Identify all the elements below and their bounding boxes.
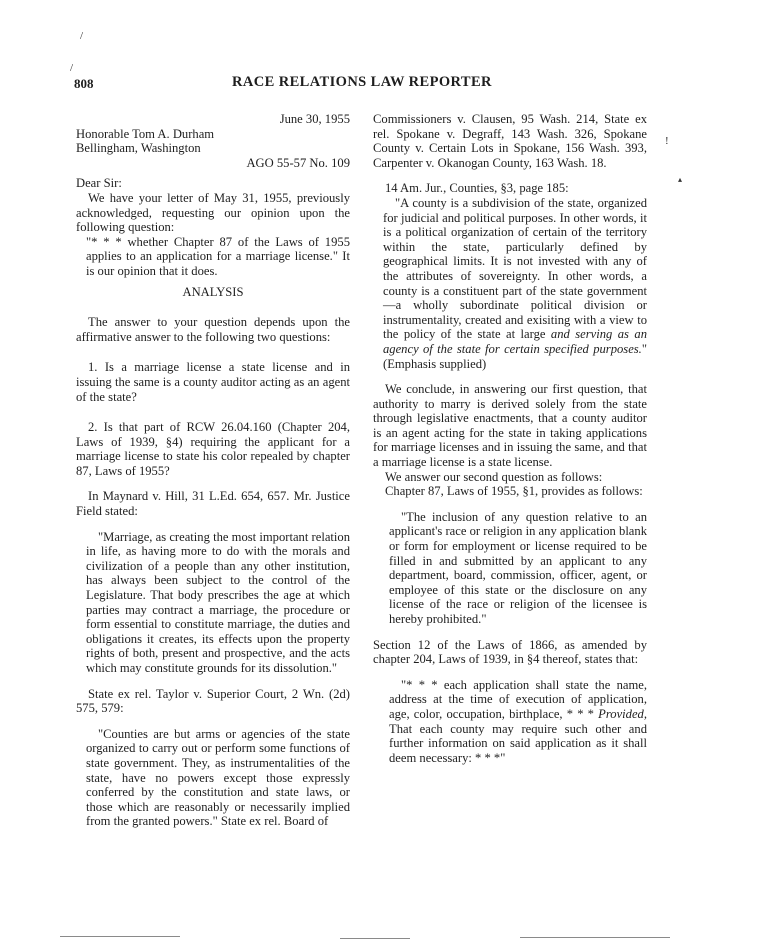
scan-mark: / [70, 62, 74, 74]
second-question-intro: We answer our second question as follows: [385, 469, 603, 484]
intro-paragraph: We have your letter of May 31, 1955, previously acknowledged, requesting our opinion upon the following question: [76, 190, 350, 235]
chapter87-intro: Chapter 87, Laws of 1955, §1, provides as follows: [385, 484, 643, 499]
scan-edge [520, 937, 670, 938]
question-paragraph: "* * * whether Chapter 87 of the Laws of 1955 applies to an application for a marriage license." It is our opinion that it does. [86, 234, 350, 278]
salutation: Dear Sir: [76, 176, 122, 191]
amjur-quote: "A county is a subdivision of the state, organized for judicial and political purposes. In other words, it is a political organization of certain of the territory within the state, particularly defined by geographical limits. It is not invested with any of the attributes of sovereignty. In other words, a county is a constituent part of the state government—a wholly subordinate political division or instrumentality, created and exisiting with a view to the policy of the state at large and serving as an agency of the state for certain specified purposes." (Emphasis supplied) [383, 195, 647, 371]
addressee-name: Honorable Tom A. Durham [76, 126, 215, 141]
citations-paragraph: Commissioners v. Clausen, 95 Wash. 214, State ex rel. Spokane v. Degraff, 143 Wash. 326, Spokane County v. Certain Lots in Spokane, 156 Wash. 393, Carpenter v. Okanogan County, 163 Wash. 18. [373, 112, 647, 170]
taylor-quote: "Counties are but arms or agencies of the state organized to carry out or perform some functions of state government. They, as instrumentalities of the state, have no powers except those expressly conferred by the constitution and state laws, or those which are reasonably or necessarily implied from the granted powers." State ex rel. Board of [86, 726, 350, 829]
analysis-intro: The answer to your question depends upon the affirmative answer to the following two questions: [76, 315, 350, 344]
analysis-heading: ANALYSIS [182, 284, 244, 299]
page-number: 808 [74, 76, 94, 91]
right-column [373, 112, 647, 765]
section12-quote: "* * * each application shall state the name, address at the time of execution of application, age, color, occupation, birthplace, * * * Provided, That each county may require such other and further information on said application as it shall deem necessary: * * *" [389, 677, 647, 765]
chapter87-quote: "The inclusion of any question relative to an applicant's race or religion in any application blank or form for employment or license required to be filled in and submitted by an applicant to any department, board, commission, officer, agent, or employee of this state or the disclosure on any license of the race or religion of the licensee is hereby prohibited." [389, 509, 647, 626]
scan-mark: ▴ [678, 175, 683, 184]
emphasis-text: and serving as an agency of the state for certain specified purposes. [383, 327, 647, 356]
maynard-quote: "Marriage, as creating the most important relation in life, as having more to do with the morals and civilization of a people than any other institution, has always been subject to the control of the Legislature. That body prescribes the age at which parties may contract a marriage, the procedure or form essential to constitute marriage, the duties and obligations it creates, its effects upon the property rights of both, present and prospective, and the acts which may constitute grounds for its dissolution." [86, 529, 350, 675]
scan-edge [340, 938, 410, 939]
question-one: 1. Is a marriage license a state license and in issuing the same is a county auditor acting as an agent of the state? [76, 360, 350, 404]
maynard-intro: In Maynard v. Hill, 31 L.Ed. 654, 657. Mr. Justice Field stated: [76, 489, 350, 519]
letter-date: June 30, 1955 [279, 112, 350, 126]
provided-italic: Provided, [598, 706, 647, 721]
question-two: 2. Is that part of RCW 26.04.160 (Chapter 204, Laws of 1939, §4) requiring the applicant for a marriage license to state his color repealed by chapter 87, Laws of 1955? [76, 420, 350, 478]
scan-mark: ! [665, 135, 669, 147]
running-title: RACE RELATIONS LAW REPORTER [232, 74, 492, 90]
addressee-city: Bellingham, Washington [76, 141, 201, 156]
taylor-intro: State ex rel. Taylor v. Superior Court, 2 Wn. (2d) 575, 579: [76, 686, 350, 716]
left-column [76, 112, 350, 829]
ago-number: AGO 55-57 No. 109 [246, 155, 350, 170]
conclusion-paragraph: We conclude, in answering our first question, that authority to marry is derived solely from the state through legislative enactments, that a county auditor is an agent acting for the state in taking applications for marriage licenses and in issuing the same, and that a marriage license is a state license. [373, 382, 647, 470]
amjur-intro: 14 Am. Jur., Counties, §3, page 185: [385, 181, 569, 196]
scan-edge [60, 936, 180, 937]
scan-mark: / [80, 30, 84, 42]
section12-intro: Section 12 of the Laws of 1866, as amended by chapter 204, Laws of 1939, in §4 thereof, states that: [373, 637, 647, 667]
